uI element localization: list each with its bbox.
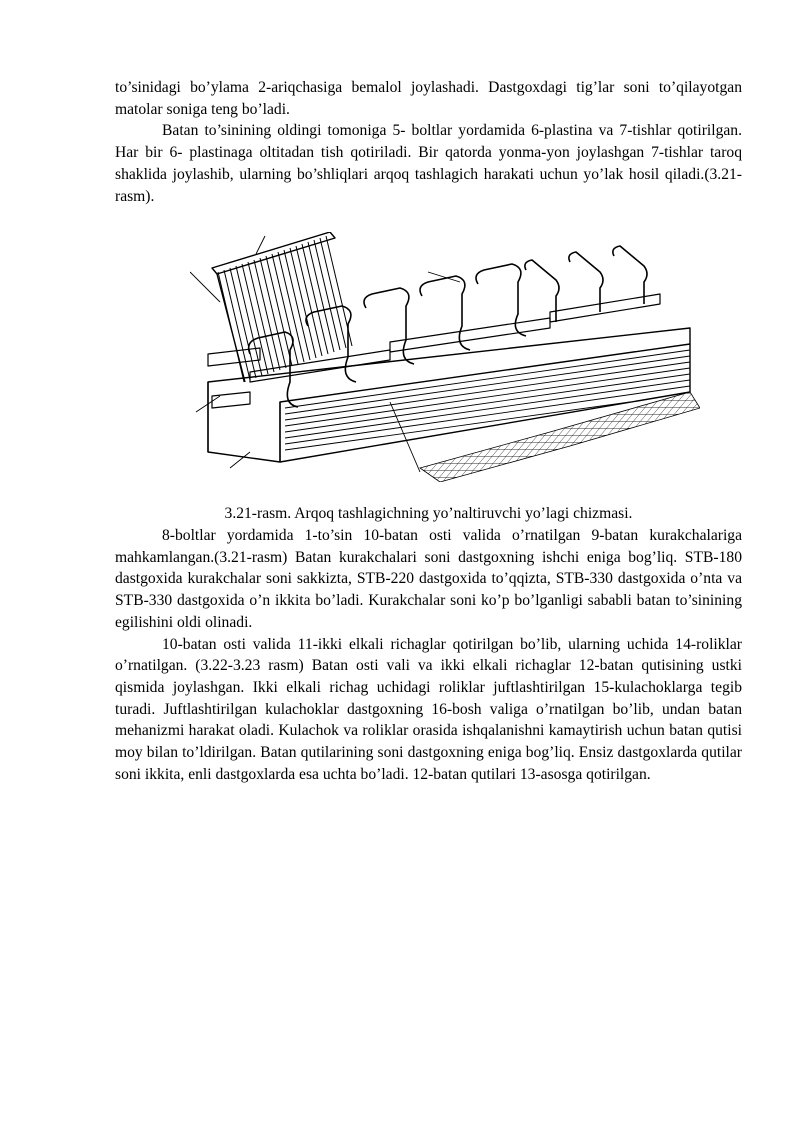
figure-caption: 3.21-rasm. Arqoq tashlagichning yo’naltiruvchi yo’lagi chizmasi. (224, 505, 633, 522)
figure-weft-guide-drawing (190, 232, 700, 482)
paragraph-boltlar: 8-boltlar yordamida 1-to’sin 10-batan osti valida o’rnatilgan 9-batan kurakchalariga mahkamlangan.(3.21-rasm) Batan kurakchalari soni dastgoxning ishchi eniga bog’liq. STB-180 dastgoxida kurakchalar soni sakkizta, STB-220 dastgoxida to’qqizta, STB-330 dastgoxida o’nta va STB-330 dastgoxida o’n ikkita bo’ladi. Kurakchalar soni ko’p bo’lganligi sababli batan to’sinining egilishini oldi olinadi. (115, 527, 742, 631)
fabric-mesh (420, 392, 700, 482)
paragraph-continuation: to’sinidagi bo’ylama 2-ariqchasiga bemalol joylashadi. Dastgoxdagi tig’lar soni to’qilayotgan matolar soniga teng bo’ladi. (115, 79, 742, 118)
top-text-block (115, 77, 742, 207)
paragraph-batan-osti-vali: 10-batan osti valida 11-ikki elkali richaglar qotirilgan bo’lib, ularning uchida 14-roliklar o’rnatilgan. (3.22-3.23 rasm) Batan osti vali va ikki elkali richaglar 12-batan qutisining ustki qismida joylashgan. Ikki elkali richag uchidagi roliklar juftlashtirilgan 15-kulachoklarga tegib turadi. Juftlashtirilgan kulachoklar dastgoxning 16-bosh valiga o’rnatilgan bo’lib, undan batan mehanizmi harakat oladi. Kulachok va roliklar orasida ishqalanishni kamaytirish uchun batan qutisi moy bilan to’ldirilgan. Batan qutilarining soni dastgoxning eniga bog’liq. Ensiz dastgoxlarda qutilar soni ikkita, enli dastgoxlarda esa uchta bo’ladi. 12-batan qutilari 13-asosga qotirilgan. (115, 635, 742, 783)
paragraph-batan-tosini: Batan to’sinining oldingi tomoniga 5- boltlar yordamida 6-plastina va 7-tishlar qotirilgan. Har bir 6- plastinaga oltitadan tish qotiriladi. Bir qatorda yonma-yon joylashgan 7-tishlar taroq shaklida joylashib, ularning bo’shliqlari arqoq tashlagich harakati uchun yo’lak hosil qiladi.(3.21-rasm). (115, 122, 742, 205)
reed-teeth (218, 236, 352, 382)
bottom-text-block (115, 525, 742, 785)
